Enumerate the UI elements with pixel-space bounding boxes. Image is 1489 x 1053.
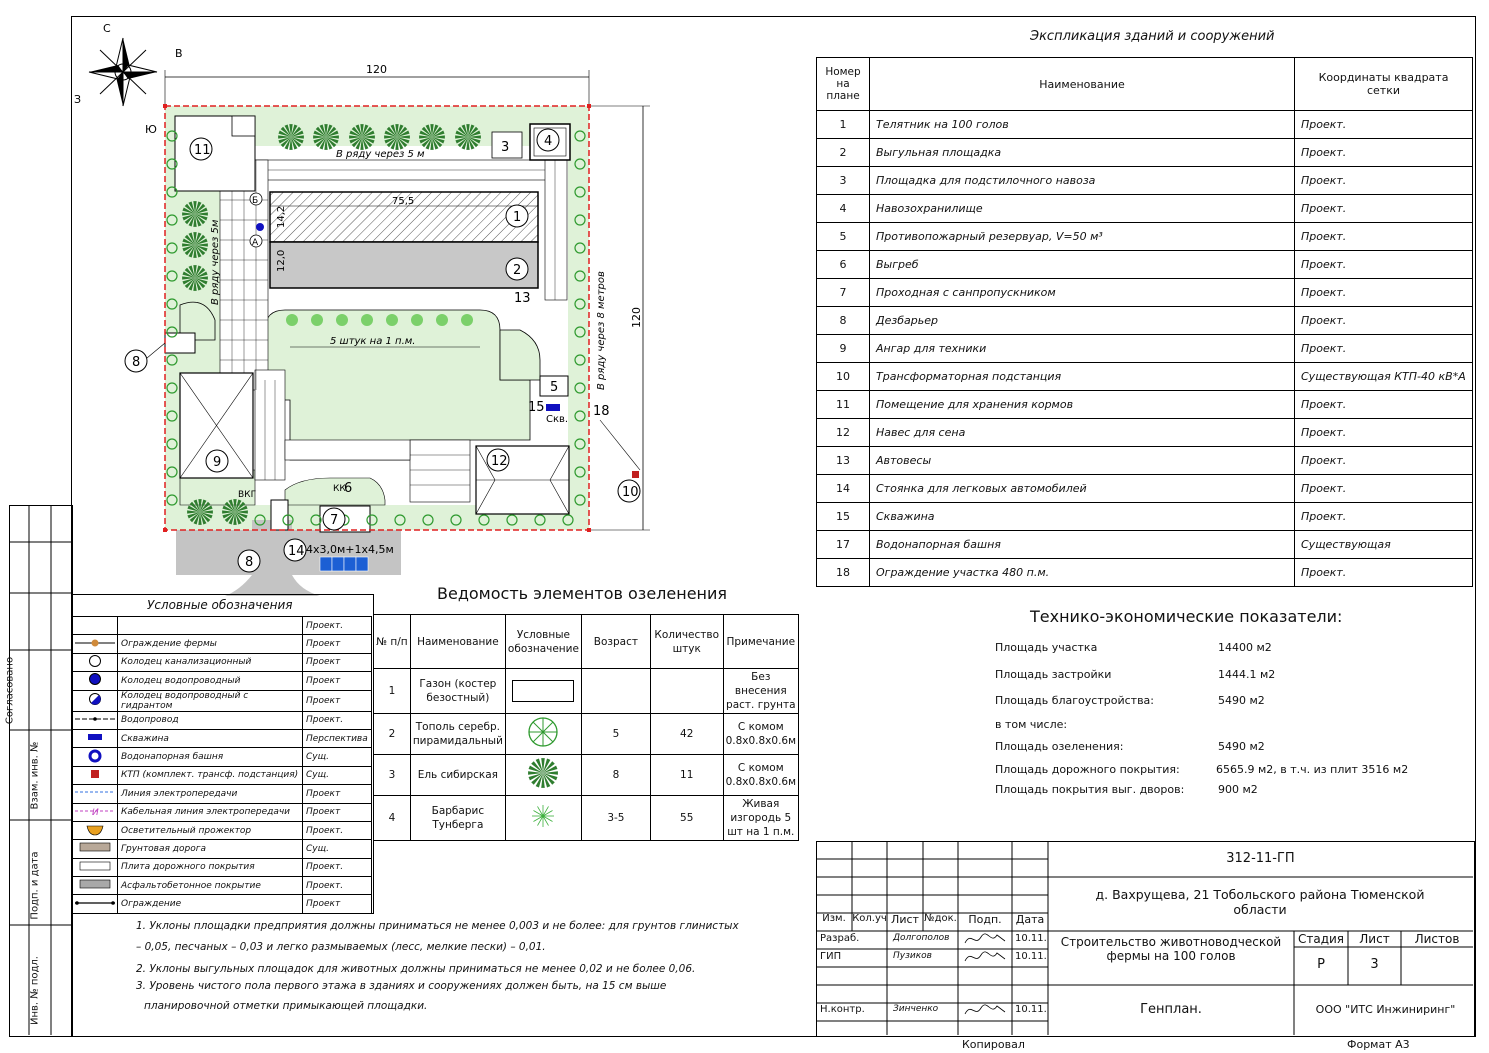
legend-status: Проект <box>303 895 372 913</box>
legend-row <box>73 690 372 711</box>
side-agreed: Согласовано <box>4 656 16 725</box>
signature-icon <box>963 1002 1007 1018</box>
dim-building-w1: 14,2 <box>276 205 287 228</box>
tb-role: Н.контр. <box>820 1004 865 1015</box>
note-line: 3. Уровень чистого пола первого этажа в зданиях и сооружениях должен быть, на 15 см выше <box>136 980 667 992</box>
legend-symbol <box>73 729 118 747</box>
legend-label: Кабельная линия электропередачи <box>118 803 303 821</box>
axis-a-label: А <box>252 238 259 248</box>
legend-symbol <box>73 895 118 913</box>
expl-num: 3 <box>817 167 870 195</box>
expl-coord: Проект. <box>1295 503 1473 531</box>
row-right-label: В ряду через 8 метров <box>596 271 607 390</box>
tb-person: Зинченко <box>893 1004 939 1014</box>
barberry-shrub <box>386 314 398 326</box>
legend-status: Проект. <box>303 711 372 729</box>
explication-row <box>817 559 1473 587</box>
footer-copied: Копировал <box>962 1038 1025 1051</box>
tb-col-header: Дата <box>1015 913 1045 926</box>
marker-8a: 8 <box>132 355 141 370</box>
legend-row <box>73 711 372 729</box>
expl-header-coord: Координаты квадрата сетки <box>1295 58 1473 111</box>
greening-row <box>374 796 799 841</box>
marker-15: 15 <box>528 400 545 415</box>
tep-value: 900 м2 <box>1218 783 1258 796</box>
green-qty: 11 <box>650 755 723 796</box>
expl-num: 10 <box>817 363 870 391</box>
signature-icon <box>963 949 1007 965</box>
expl-num: 17 <box>817 531 870 559</box>
expl-name: Ограждение участка 480 п.м. <box>870 559 1295 587</box>
tb-col-header: Изм. <box>822 913 846 924</box>
green-age <box>581 669 650 714</box>
greening-row <box>374 755 799 796</box>
expl-num: 5 <box>817 223 870 251</box>
expl-header-name: Наименование <box>870 58 1295 111</box>
barberry-shrub <box>361 314 373 326</box>
tb-sheet-label: Лист <box>1359 932 1390 946</box>
green-age: 5 <box>581 714 650 755</box>
barberry-shrub <box>436 314 448 326</box>
green-age: 8 <box>581 755 650 796</box>
legend-row <box>73 858 372 876</box>
legend-symbol <box>73 672 118 690</box>
tep-value: 14400 м2 <box>1218 641 1272 654</box>
marker-13: 13 <box>514 291 531 306</box>
tep-label: Площадь участка <box>995 641 1098 654</box>
expl-name: Трансформаторная подстанция <box>870 363 1295 391</box>
note-line: 1. Уклоны площадки предприятия должны приниматься не менее 0,003 и не более: для грунтов глинистых <box>136 920 739 932</box>
marker-1: 1 <box>513 210 522 225</box>
legend-symbol <box>73 785 118 803</box>
row-left-label: В ряду через 5м <box>210 219 221 305</box>
green-n: 3 <box>374 755 411 796</box>
expl-header-num: Номер на плане <box>817 58 870 111</box>
tep-value: 5490 м2 <box>1218 740 1265 753</box>
legend-row <box>73 785 372 803</box>
legend-symbol <box>73 766 118 784</box>
tb-col-header: Лист <box>891 913 919 926</box>
compass-e: В <box>175 47 183 60</box>
note-line: планировочной отметки примыкающей площадки. <box>144 1000 428 1012</box>
legend-symbol <box>73 858 118 876</box>
legend-symbol <box>73 711 118 729</box>
legend-label: Скважина <box>118 729 303 747</box>
expl-num: 1 <box>817 111 870 139</box>
expl-coord: Проект. <box>1295 251 1473 279</box>
expl-name: Стоянка для легковых автомобилей <box>870 475 1295 503</box>
expl-name: Проходная с санпропускником <box>870 279 1295 307</box>
expl-coord: Проект. <box>1295 447 1473 475</box>
legend-symbol <box>73 635 118 653</box>
dim-height: 120 <box>630 307 643 328</box>
expl-name: Выгреб <box>870 251 1295 279</box>
axis-b-label: Б <box>252 196 259 206</box>
expl-name: Площадка для подстилочного навоза <box>870 167 1295 195</box>
legend-status: Проект <box>303 690 372 711</box>
tep-label: Площадь благоустройства: <box>995 694 1154 707</box>
expl-coord: Проект. <box>1295 111 1473 139</box>
green-symbol <box>505 714 581 755</box>
legend-status: Проект <box>303 672 372 690</box>
legend-status: Сущ. <box>303 840 372 858</box>
green-h-name: Наименование <box>410 615 505 669</box>
greening-table <box>373 614 799 841</box>
legend-status: Проект <box>303 785 372 803</box>
legend-symbol <box>73 821 118 839</box>
legend-row <box>73 766 372 784</box>
expl-coord: Проект. <box>1295 475 1473 503</box>
expl-name: Выгульная площадка <box>870 139 1295 167</box>
tb-role: ГИП <box>820 951 842 962</box>
green-qty: 55 <box>650 796 723 841</box>
marker-5: 5 <box>550 380 559 395</box>
marker-8b: 8 <box>245 555 254 570</box>
legend-row <box>73 877 372 895</box>
expl-name: Помещение для хранения кормов <box>870 391 1295 419</box>
explication-row <box>817 419 1473 447</box>
legend-status: Проект. <box>303 877 372 895</box>
green-qty <box>650 669 723 714</box>
legend-label: Колодец водопроводный с гидрантом <box>118 690 303 711</box>
tep-title: Технико-экономические показатели: <box>1030 607 1343 626</box>
tb-person: Долгополов <box>893 933 950 943</box>
legend-status: Проект <box>303 653 372 671</box>
legend-status: Перспектива <box>303 729 372 747</box>
expl-coord: Проект. <box>1295 307 1473 335</box>
expl-coord: Проект. <box>1295 139 1473 167</box>
well-label: Скв. <box>546 414 569 425</box>
legend-status: Проект. <box>303 858 372 876</box>
spruce-tree <box>222 499 248 525</box>
legend-label: Колодец канализационный <box>118 653 303 671</box>
marker-7: 7 <box>330 513 339 528</box>
explication-row <box>817 531 1473 559</box>
green-n: 2 <box>374 714 411 755</box>
expl-name: Автовесы <box>870 447 1295 475</box>
spruce-tree <box>182 232 208 258</box>
green-symbol <box>505 796 581 841</box>
explication-row <box>817 475 1473 503</box>
green-symbol <box>505 669 581 714</box>
expl-name: Дезбарьер <box>870 307 1295 335</box>
dim-width: 120 <box>366 63 387 76</box>
expl-num: 12 <box>817 419 870 447</box>
expl-coord: Проект. <box>1295 195 1473 223</box>
kk-label: КК <box>333 484 346 494</box>
expl-num: 9 <box>817 335 870 363</box>
tb-date: 10.11. <box>1015 933 1047 944</box>
green-name: Тополь серебр. пирамидальный <box>410 714 505 755</box>
barberry-shrub <box>336 314 348 326</box>
explication-title: Экспликация зданий и сооружений <box>1030 29 1275 44</box>
side-sign-date: Подп. и дата <box>29 851 41 920</box>
green-name: Газон (костер безостный) <box>410 669 505 714</box>
explication-row <box>817 391 1473 419</box>
lawn-label: 5 штук на 1 п.м. <box>330 336 416 347</box>
expl-coord: Проект. <box>1295 419 1473 447</box>
green-h-n: № п/п <box>374 615 411 669</box>
explication-row <box>817 139 1473 167</box>
legend-symbol <box>73 803 118 821</box>
legend-row <box>73 821 372 839</box>
legend-symbol <box>73 690 118 711</box>
green-qty: 42 <box>650 714 723 755</box>
legend-label: КТП (комплект. трансф. подстанция) <box>118 766 303 784</box>
explication-row <box>817 251 1473 279</box>
tb-col-header: №док. <box>924 913 957 924</box>
expl-num: 2 <box>817 139 870 167</box>
tep-label: Площадь озеленения: <box>995 740 1124 753</box>
tb-sheet: 3 <box>1370 957 1379 972</box>
legend-label: Ограждение фермы <box>118 635 303 653</box>
parking-label: 4х3,0м+1х4,5м <box>306 543 394 556</box>
expl-num: 4 <box>817 195 870 223</box>
explication-row <box>817 223 1473 251</box>
legend-h-status: Проект. <box>303 617 372 635</box>
legend-label: Водонапорная башня <box>118 748 303 766</box>
tb-company: ООО "ИТС Инжиниринг" <box>1315 1003 1456 1016</box>
tb-date: 10.11. <box>1015 951 1047 962</box>
barberry-shrub <box>286 314 298 326</box>
legend-row <box>73 748 372 766</box>
legend-symbol <box>73 840 118 858</box>
tb-person: Пузиков <box>893 951 932 961</box>
note-line: 2. Уклоны выгульных площадок для животных должны приниматься не менее 0,02 и не более 0,06. <box>136 963 696 975</box>
spruce-tree <box>419 124 445 150</box>
legend-status: Сущ. <box>303 766 372 784</box>
explication-table <box>816 57 1473 587</box>
expl-coord: Существующая КТП-40 кВ*А <box>1295 363 1473 391</box>
greening-row <box>374 669 799 714</box>
expl-num: 11 <box>817 391 870 419</box>
explication-row <box>817 363 1473 391</box>
explication-row <box>817 279 1473 307</box>
barberry-shrub <box>411 314 423 326</box>
expl-name: Водонапорная башня <box>870 531 1295 559</box>
expl-name: Ангар для техники <box>870 335 1295 363</box>
tb-address: д. Вахрущева, 21 Тобольского района Тюменской области <box>1095 887 1425 917</box>
tb-sheet-name: Генплан. <box>1140 1002 1202 1017</box>
tep-label: Площадь покрытия выг. дворов: <box>995 783 1185 796</box>
spruce-tree <box>384 124 410 150</box>
legend-label: Осветительный прожектор <box>118 821 303 839</box>
tb-sheets-label: Листов <box>1414 932 1460 946</box>
tep-label: Площадь застройки <box>995 668 1112 681</box>
expl-coord: Проект. <box>1295 223 1473 251</box>
legend-symbol <box>73 653 118 671</box>
dim-building-w2: 12,0 <box>276 249 287 272</box>
legend-row <box>73 653 372 671</box>
marker-12: 12 <box>491 454 508 469</box>
tb-project: Строительство животноводческой фермы на 100 голов <box>1060 935 1282 963</box>
legend-row <box>73 803 372 821</box>
green-age: 3-5 <box>581 796 650 841</box>
marker-18: 18 <box>593 404 610 419</box>
marker-6: 6 <box>344 481 353 496</box>
green-note: Живая изгородь 5 шт на 1 п.м. <box>723 796 798 841</box>
tep-label: в том числе: <box>995 718 1068 731</box>
explication-row <box>817 447 1473 475</box>
legend-status: Проект. <box>303 821 372 839</box>
marker-11: 11 <box>194 143 211 158</box>
spruce-tree <box>182 265 208 291</box>
barberry-shrub <box>311 314 323 326</box>
legend-label: Линия электропередачи <box>118 785 303 803</box>
spruce-tree <box>278 124 304 150</box>
expl-name: Противопожарный резервуар, V=50 м³ <box>870 223 1295 251</box>
explication-row <box>817 307 1473 335</box>
explication-row <box>817 167 1473 195</box>
side-inv-podl: Инв. № подл. <box>29 956 41 1025</box>
tb-col-header: Подп. <box>968 913 1002 926</box>
greening-title: Ведомость элементов озеленения <box>437 584 728 603</box>
green-name: Ель сибирская <box>410 755 505 796</box>
expl-coord: Проект. <box>1295 279 1473 307</box>
svg-text:И: И <box>92 807 99 817</box>
expl-num: 8 <box>817 307 870 335</box>
tb-code: 312-11-ГП <box>1226 851 1295 866</box>
explication-row <box>817 335 1473 363</box>
green-h-qty: Количество штук <box>650 615 723 669</box>
spruce-tree <box>182 201 208 227</box>
legend-h-sym <box>73 617 118 635</box>
legend-status: Проект <box>303 803 372 821</box>
green-name: Барбарис Тунберга <box>410 796 505 841</box>
legend-label: Колодец водопроводный <box>118 672 303 690</box>
site-plan <box>71 16 651 596</box>
marker-4: 4 <box>544 134 553 149</box>
green-symbol <box>505 755 581 796</box>
side-inv-vzam: Взам. инв. № <box>29 741 41 810</box>
tep-label: Площадь дорожного покрытия: <box>995 763 1180 776</box>
compass-s: Ю <box>145 123 157 136</box>
note-line: – 0,05, песчаных – 0,03 и легко размываемых (лесс, мелкие пески) – 0,01. <box>136 941 546 953</box>
tep-value: 5490 м2 <box>1218 694 1265 707</box>
legend-table <box>72 616 372 914</box>
expl-num: 13 <box>817 447 870 475</box>
legend-row <box>73 635 372 653</box>
legend-row <box>73 840 372 858</box>
green-h-age: Возраст <box>581 615 650 669</box>
legend-symbol <box>73 877 118 895</box>
expl-num: 7 <box>817 279 870 307</box>
legend-symbol <box>73 748 118 766</box>
expl-coord: Проект. <box>1295 391 1473 419</box>
parking-cars <box>320 557 368 571</box>
expl-name: Скважина <box>870 503 1295 531</box>
tb-stage: Р <box>1317 957 1325 972</box>
marker-10: 10 <box>622 485 639 500</box>
vkg-label: ВКГ <box>238 490 257 500</box>
marker-9: 9 <box>213 455 222 470</box>
legend-label: Асфальтобетонное покрытие <box>118 877 303 895</box>
spruce-tree <box>349 124 375 150</box>
legend-status: Сущ. <box>303 748 372 766</box>
explication-row <box>817 111 1473 139</box>
green-h-note: Примечание <box>723 615 798 669</box>
expl-num: 14 <box>817 475 870 503</box>
legend-row <box>73 672 372 690</box>
legend-label: Грунтовая дорога <box>118 840 303 858</box>
tb-date: 10.11. <box>1015 1004 1047 1015</box>
legend-title: Условные обозначения <box>147 598 293 612</box>
explication-row <box>817 195 1473 223</box>
green-note: С комом 0.8х0.8х0.6м <box>723 714 798 755</box>
green-note: С комом 0.8х0.8х0.6м <box>723 755 798 796</box>
compass-rose <box>89 38 157 106</box>
expl-name: Телятник на 100 голов <box>870 111 1295 139</box>
expl-name: Навес для сена <box>870 419 1295 447</box>
barberry-shrub <box>461 314 473 326</box>
expl-num: 15 <box>817 503 870 531</box>
row-top-label: В ряду через 5 м <box>336 149 425 160</box>
expl-coord: Существующая <box>1295 531 1473 559</box>
legend-row <box>73 729 372 747</box>
tb-stage-label: Стадия <box>1297 932 1345 946</box>
explication-row <box>817 503 1473 531</box>
compass-w: З <box>74 93 82 106</box>
marker-3: 3 <box>501 140 510 155</box>
green-note: Без внесения раст. грунта <box>723 669 798 714</box>
expl-coord: Проект. <box>1295 335 1473 363</box>
marker-2: 2 <box>513 263 522 278</box>
expl-num: 6 <box>817 251 870 279</box>
legend-label: Плита дорожного покрытия <box>118 858 303 876</box>
spruce-tree <box>455 124 481 150</box>
tb-col-header: Кол.уч <box>852 913 887 924</box>
green-h-sym: Условные обозначение <box>505 615 581 669</box>
signature-icon <box>963 931 1007 947</box>
spruce-tree <box>187 499 213 525</box>
spruce-tree <box>313 124 339 150</box>
tep-value: 6565.9 м2, в т.ч. из плит 3516 м2 <box>1216 763 1409 776</box>
greening-row <box>374 714 799 755</box>
green-n: 1 <box>374 669 411 714</box>
expl-coord: Проект. <box>1295 167 1473 195</box>
legend-row <box>73 895 372 913</box>
legend-label: Водопровод <box>118 711 303 729</box>
tb-role: Разраб. <box>820 933 860 944</box>
compass-n: С <box>103 22 111 35</box>
marker-14: 14 <box>288 544 305 559</box>
expl-name: Навозохранилище <box>870 195 1295 223</box>
legend-h-label <box>118 617 303 635</box>
expl-coord: Проект. <box>1295 559 1473 587</box>
legend-status: Проект <box>303 635 372 653</box>
footer-format: Формат А3 <box>1347 1038 1410 1051</box>
legend-label: Ограждение <box>118 895 303 913</box>
tep-value: 1444.1 м2 <box>1218 668 1276 681</box>
expl-num: 18 <box>817 559 870 587</box>
dim-building-len: 75,5 <box>392 196 415 207</box>
green-n: 4 <box>374 796 411 841</box>
